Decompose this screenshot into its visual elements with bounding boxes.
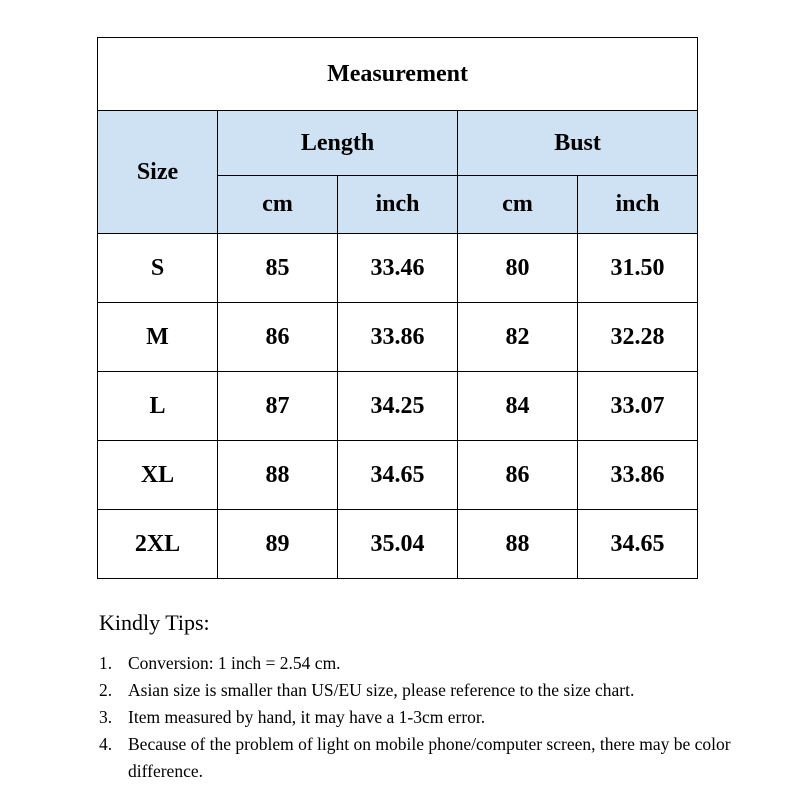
bust-inch-cell: 33.86	[578, 441, 698, 510]
size-cell: 2XL	[98, 510, 218, 579]
bust-inch-cell: 32.28	[578, 303, 698, 372]
list-item	[99, 704, 779, 731]
size-chart-table	[97, 37, 698, 579]
kindly-tips	[99, 610, 779, 785]
bust-cm-cell: 88	[458, 510, 578, 579]
table-row	[98, 372, 698, 441]
tip-number: 3.	[99, 707, 113, 728]
group-header-row	[98, 111, 698, 176]
tips-list	[99, 650, 779, 785]
table-title: Measurement	[98, 38, 698, 111]
length-inch-cell: 34.65	[338, 441, 458, 510]
length-cm-cell: 86	[218, 303, 338, 372]
bust-group-header: Bust	[458, 111, 698, 176]
table-row	[98, 234, 698, 303]
table-row	[98, 510, 698, 579]
length-inch-header: inch	[338, 176, 458, 234]
tip-number: 2.	[99, 680, 113, 701]
length-cm-cell: 87	[218, 372, 338, 441]
tip-text: Asian size is smaller than US/EU size, please reference to the size chart.	[128, 680, 635, 701]
bust-cm-header: cm	[458, 176, 578, 234]
length-cm-cell: 85	[218, 234, 338, 303]
size-cell: M	[98, 303, 218, 372]
tip-number: 1.	[99, 653, 113, 674]
tip-number: 4.	[99, 734, 113, 755]
size-cell: XL	[98, 441, 218, 510]
size-cell: S	[98, 234, 218, 303]
tip-text: Because of the problem of light on mobile phone/computer screen, there may be color difference.	[128, 734, 731, 782]
bust-inch-cell: 31.50	[578, 234, 698, 303]
bust-inch-cell: 34.65	[578, 510, 698, 579]
table-title-row	[98, 38, 698, 111]
length-inch-cell: 33.46	[338, 234, 458, 303]
list-item	[99, 731, 779, 785]
list-item	[99, 677, 779, 704]
tips-title: Kindly Tips:	[99, 610, 210, 635]
length-inch-cell: 34.25	[338, 372, 458, 441]
bust-inch-header: inch	[578, 176, 698, 234]
table-row	[98, 303, 698, 372]
list-item	[99, 650, 779, 677]
bust-inch-cell: 33.07	[578, 372, 698, 441]
size-cell: L	[98, 372, 218, 441]
length-cm-header: cm	[218, 176, 338, 234]
length-group-header: Length	[218, 111, 458, 176]
bust-cm-cell: 84	[458, 372, 578, 441]
tip-text: Conversion: 1 inch = 2.54 cm.	[128, 653, 341, 674]
length-inch-cell: 35.04	[338, 510, 458, 579]
size-column-header: Size	[98, 111, 218, 234]
bust-cm-cell: 80	[458, 234, 578, 303]
bust-cm-cell: 86	[458, 441, 578, 510]
length-cm-cell: 89	[218, 510, 338, 579]
tip-text: Item measured by hand, it may have a 1-3cm error.	[128, 707, 486, 728]
length-inch-cell: 33.86	[338, 303, 458, 372]
bust-cm-cell: 82	[458, 303, 578, 372]
table-row	[98, 441, 698, 510]
length-cm-cell: 88	[218, 441, 338, 510]
